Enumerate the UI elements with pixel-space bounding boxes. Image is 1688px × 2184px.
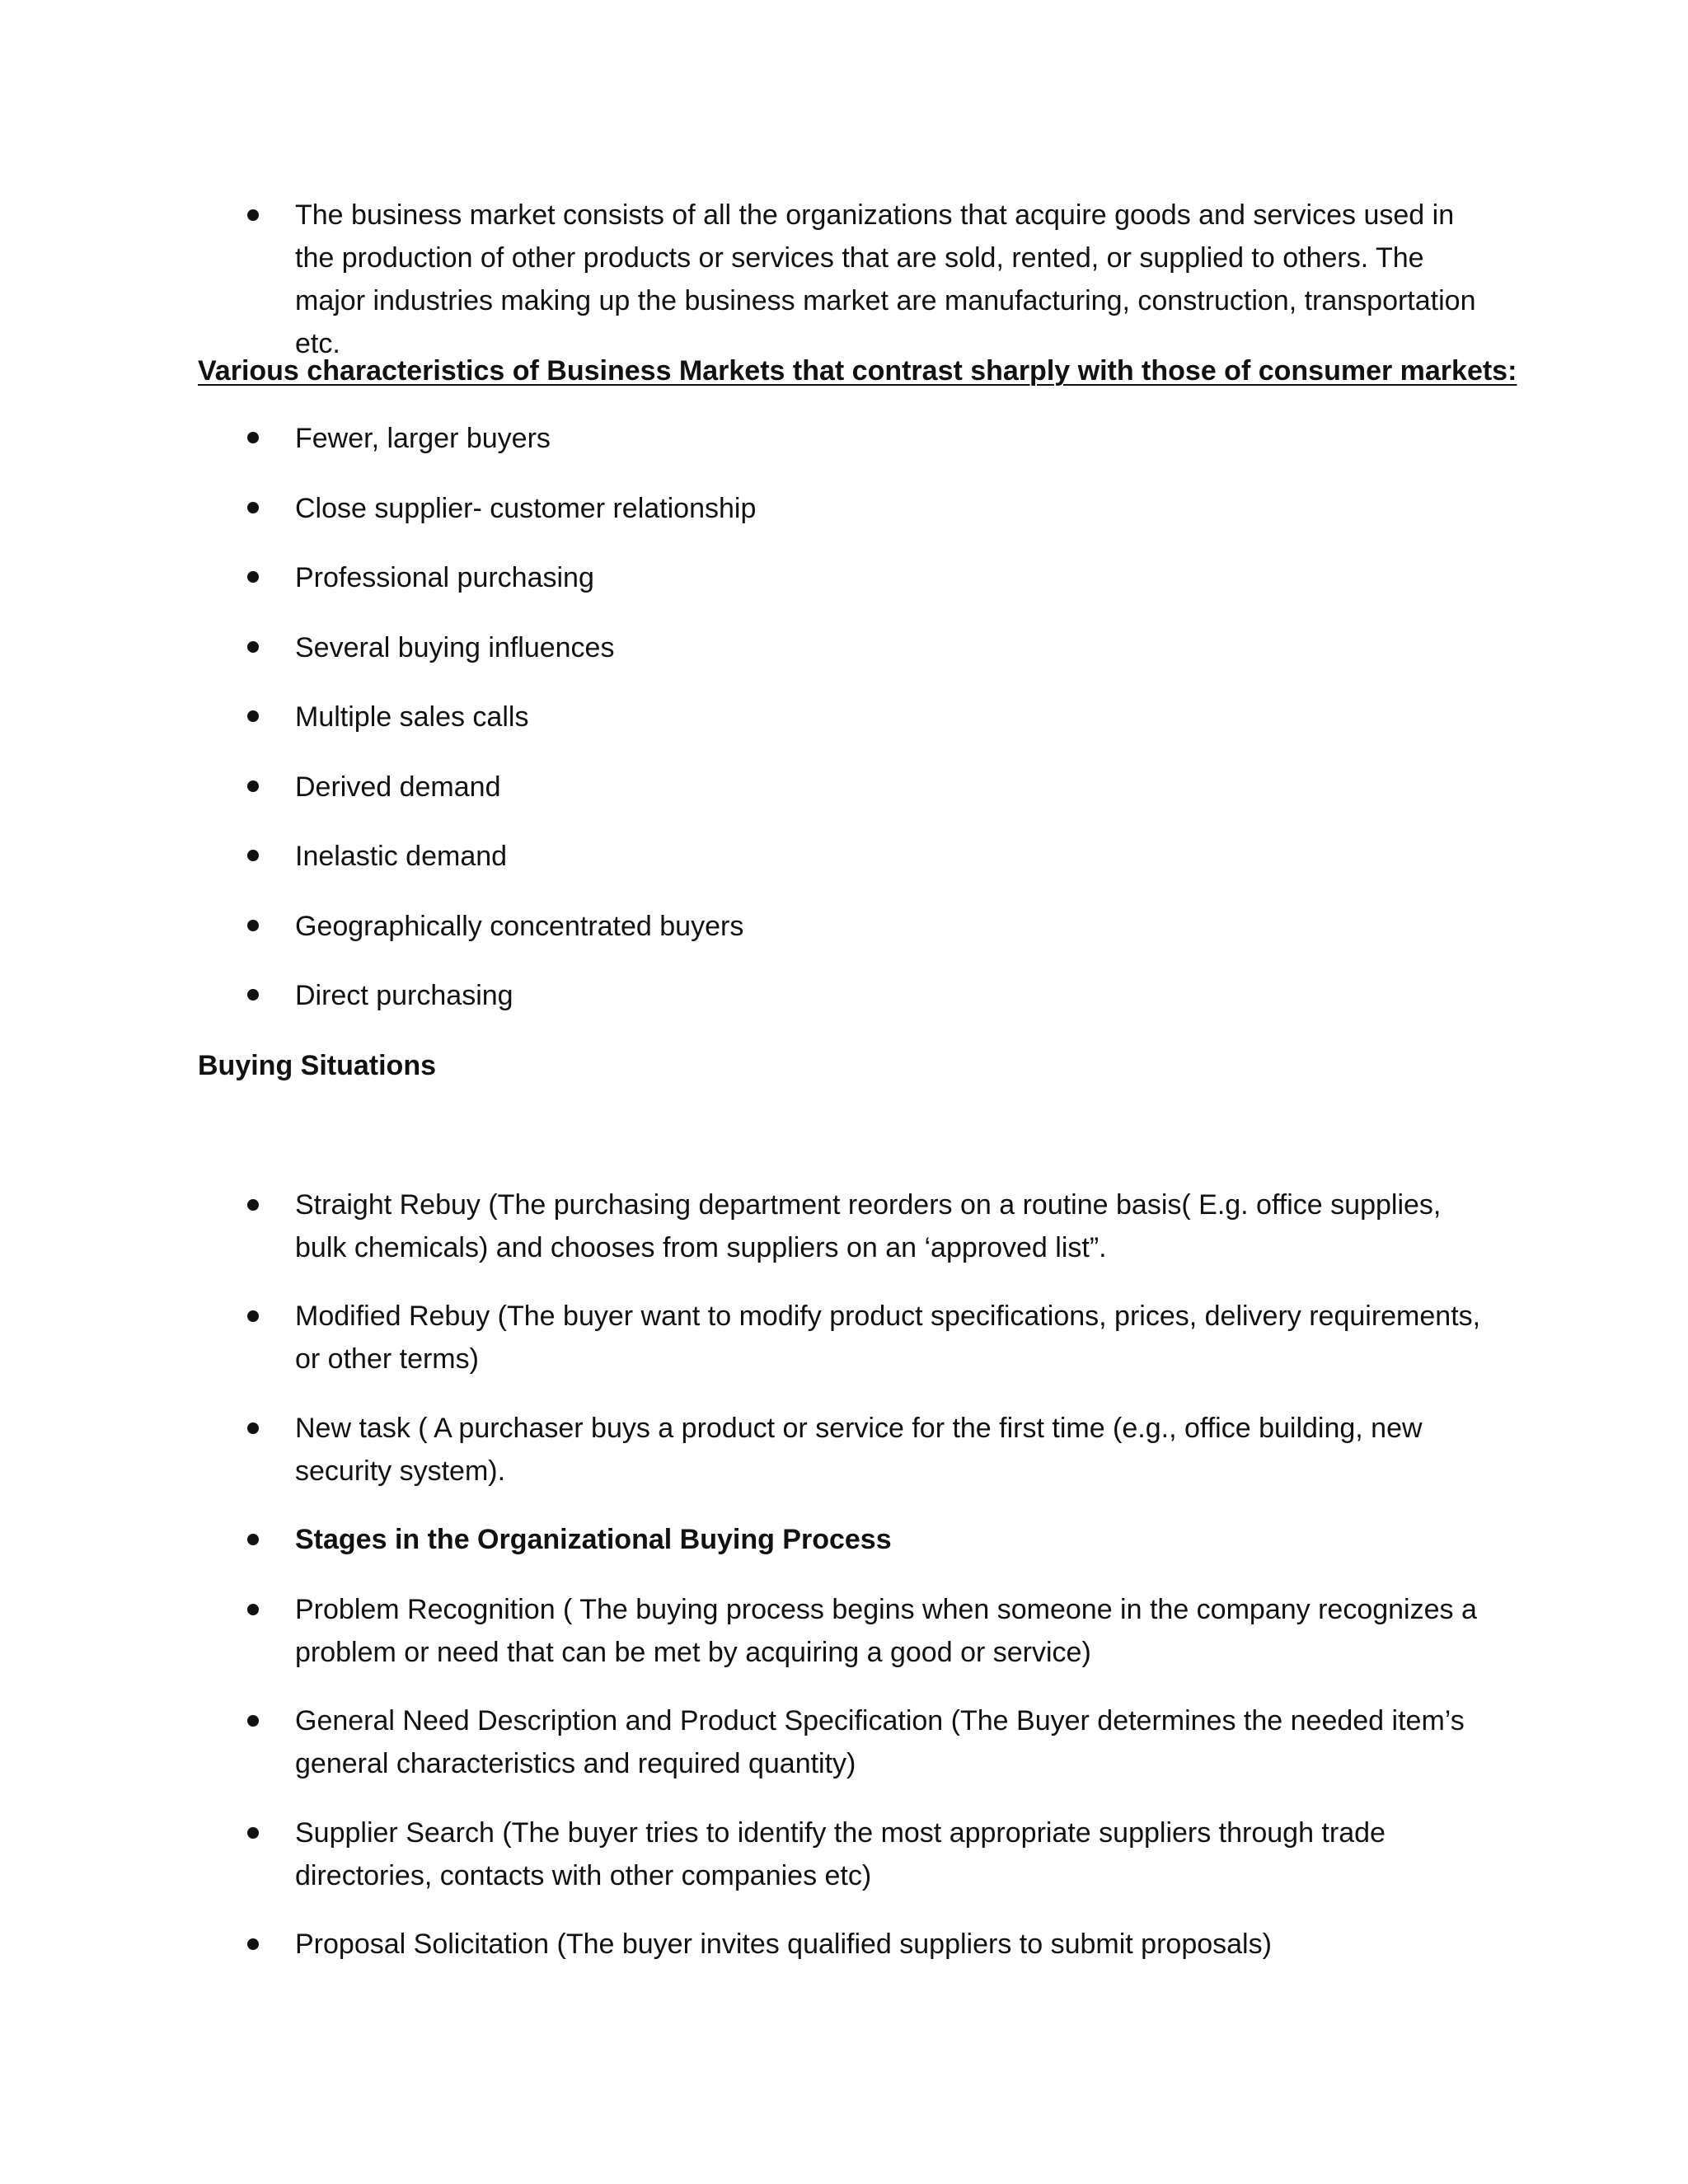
bullet-icon (247, 1199, 259, 1211)
list-item: Inelastic demand (295, 841, 508, 872)
list-item: Several buying influences (295, 632, 615, 663)
list-item: Close supplier- customer relationship (295, 493, 757, 524)
list-item: Multiple sales calls (295, 701, 529, 733)
list-item: New task ( A purchaser buys a product or service for the first time (e.g., office building, new security system). (295, 1413, 1423, 1487)
characteristics-heading: Various characteristics of Business Markets that contrast sharply with those of consumer markets: (198, 355, 1517, 387)
bullet-icon (247, 920, 259, 931)
bullet-icon (247, 1604, 259, 1615)
bullet-icon (247, 1715, 259, 1727)
list-item: Proposal Solicitation (The buyer invites qualified suppliers to submit proposals) (295, 1929, 1272, 1960)
list-item: Supplier Search (The buyer tries to identify the most appropriate suppliers through trade directories, contacts with other companies etc) (295, 1817, 1386, 1891)
bullet-icon (247, 850, 259, 861)
list-item: Straight Rebuy (The purchasing department reorders on a routine basis( E.g. office supplies, bulk chemicals) and chooses from suppliers on an ‘approved list”. (295, 1189, 1442, 1263)
list-item: General Need Description and Product Specification (The Buyer determines the needed item’s general characteristics and required quantity) (295, 1705, 1465, 1779)
bullet-icon (247, 1938, 259, 1950)
list-item: Professional purchasing (295, 562, 594, 593)
list-item: Direct purchasing (295, 980, 513, 1011)
list-item: Derived demand (295, 771, 501, 803)
list-item: Problem Recognition ( The buying process begins when someone in the company recognizes a problem or need that can be met by acquiring a good or service) (295, 1594, 1477, 1668)
buying-situations-heading: Buying Situations (198, 1050, 436, 1081)
bullet-icon (247, 641, 259, 653)
bullet-icon (247, 571, 259, 583)
bullet-icon (247, 989, 259, 1001)
stages-subheading: Stages in the Organizational Buying Process (295, 1524, 892, 1555)
bullet-icon (247, 502, 259, 513)
list-item: Modified Rebuy (The buyer want to modify product specifications, prices, delivery requirements, or other terms) (295, 1301, 1481, 1375)
bullet-icon (247, 710, 259, 722)
bullet-icon (247, 1310, 259, 1322)
list-item: Fewer, larger buyers (295, 423, 551, 454)
bullet-icon (247, 1422, 259, 1434)
bullet-icon (247, 1827, 259, 1839)
intro-paragraph: The business market consists of all the organizations that acquire goods and services used in the production of other products or services that are sold, rented, or supplied to others. The major industries making up the business market are manufacturing, construction, transportation etc. (295, 199, 1476, 359)
list-item: Geographically concentrated buyers (295, 911, 744, 942)
bullet-icon (247, 1534, 259, 1545)
bullet-icon (247, 209, 259, 221)
bullet-icon (247, 780, 259, 792)
bullet-icon (247, 432, 259, 443)
